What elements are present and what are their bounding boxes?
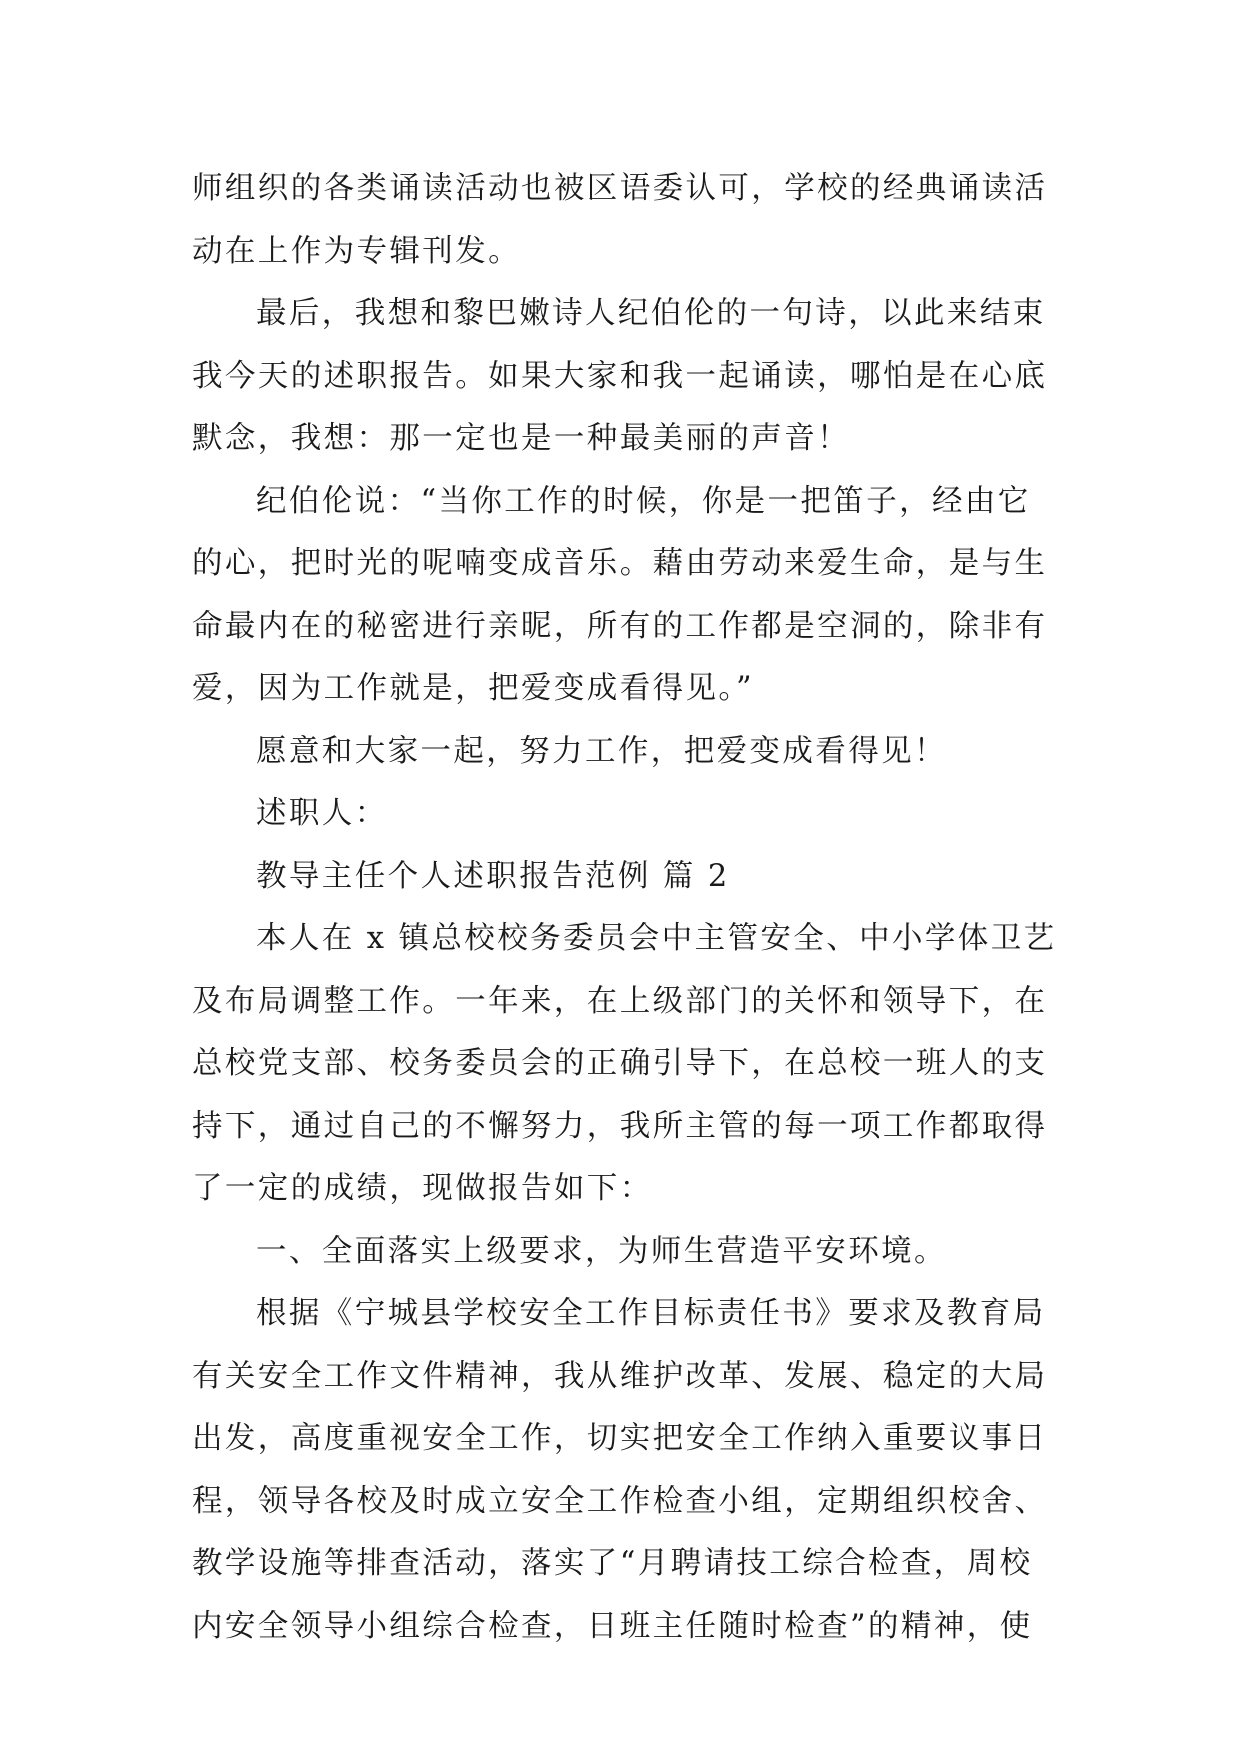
text-line: 出发，高度重视安全工作，切实把安全工作纳入重要议事日 (192, 1421, 1048, 1456)
text-line: 教导主任个人述职报告范例 篇 2 (256, 858, 730, 894)
text-line: 根据《宁城县学校安全工作目标责任书》要求及教育局 (256, 1296, 1046, 1331)
text-line: 愿意和大家一起，努力工作，把爱变成看得见！ (256, 733, 947, 769)
text-line: 本人在 x 镇总校校务委员会中主管安全、中小学体卫艺 (256, 921, 1057, 956)
text-line: 了一定的成绩，现做报告如下： (192, 1171, 653, 1206)
text-line: 默念，我想：那一定也是一种最美丽的声音！ (192, 421, 850, 456)
text-line: 述职人： (256, 796, 388, 831)
text-line: 命最内在的秘密进行亲昵，所有的工作都是空洞的，除非有 (192, 608, 1048, 644)
text-line: 教学设施等排查活动，落实了“月聘请技工综合检查，周校 (192, 1546, 1033, 1581)
text-line: 师组织的各类诵读活动也被区语委认可，学校的经典诵读活 (192, 171, 1048, 206)
text-line: 内安全领导小组综合检查，日班主任随时检查”的精神，使 (192, 1608, 1033, 1644)
text-line: 一、全面落实上级要求，为师生营造平安环境。 (256, 1233, 947, 1269)
body-text (192, 158, 1057, 1658)
text-line: 程，领导各校及时成立安全工作检查小组，定期组织校舍、 (192, 1483, 1048, 1519)
text-line: 动在上作为专辑刊发。 (192, 233, 521, 269)
text-line: 最后，我想和黎巴嫩诗人纪伯伦的一句诗，以此来结束 (256, 296, 1046, 331)
text-line: 我今天的述职报告。如果大家和我一起诵读，哪怕是在心底 (192, 358, 1048, 394)
text-line: 有关安全工作文件精神，我从维护改革、发展、稳定的大局 (192, 1358, 1048, 1394)
text-line: 持下，通过自己的不懈努力，我所主管的每一项工作都取得 (192, 1108, 1048, 1144)
text-line: 总校党支部、校务委员会的正确引导下，在总校一班人的支 (192, 1046, 1048, 1081)
text-line: 的心，把时光的呢喃变成音乐。藉由劳动来爱生命，是与生 (192, 546, 1048, 581)
text-line: 及布局调整工作。一年来，在上级部门的关怀和领导下，在 (192, 983, 1048, 1019)
text-line: 爱，因为工作就是，把爱变成看得见。” (192, 671, 755, 706)
text-line: 纪伯伦说：“当你工作的时候，你是一把笛子，经由它 (256, 483, 1031, 519)
